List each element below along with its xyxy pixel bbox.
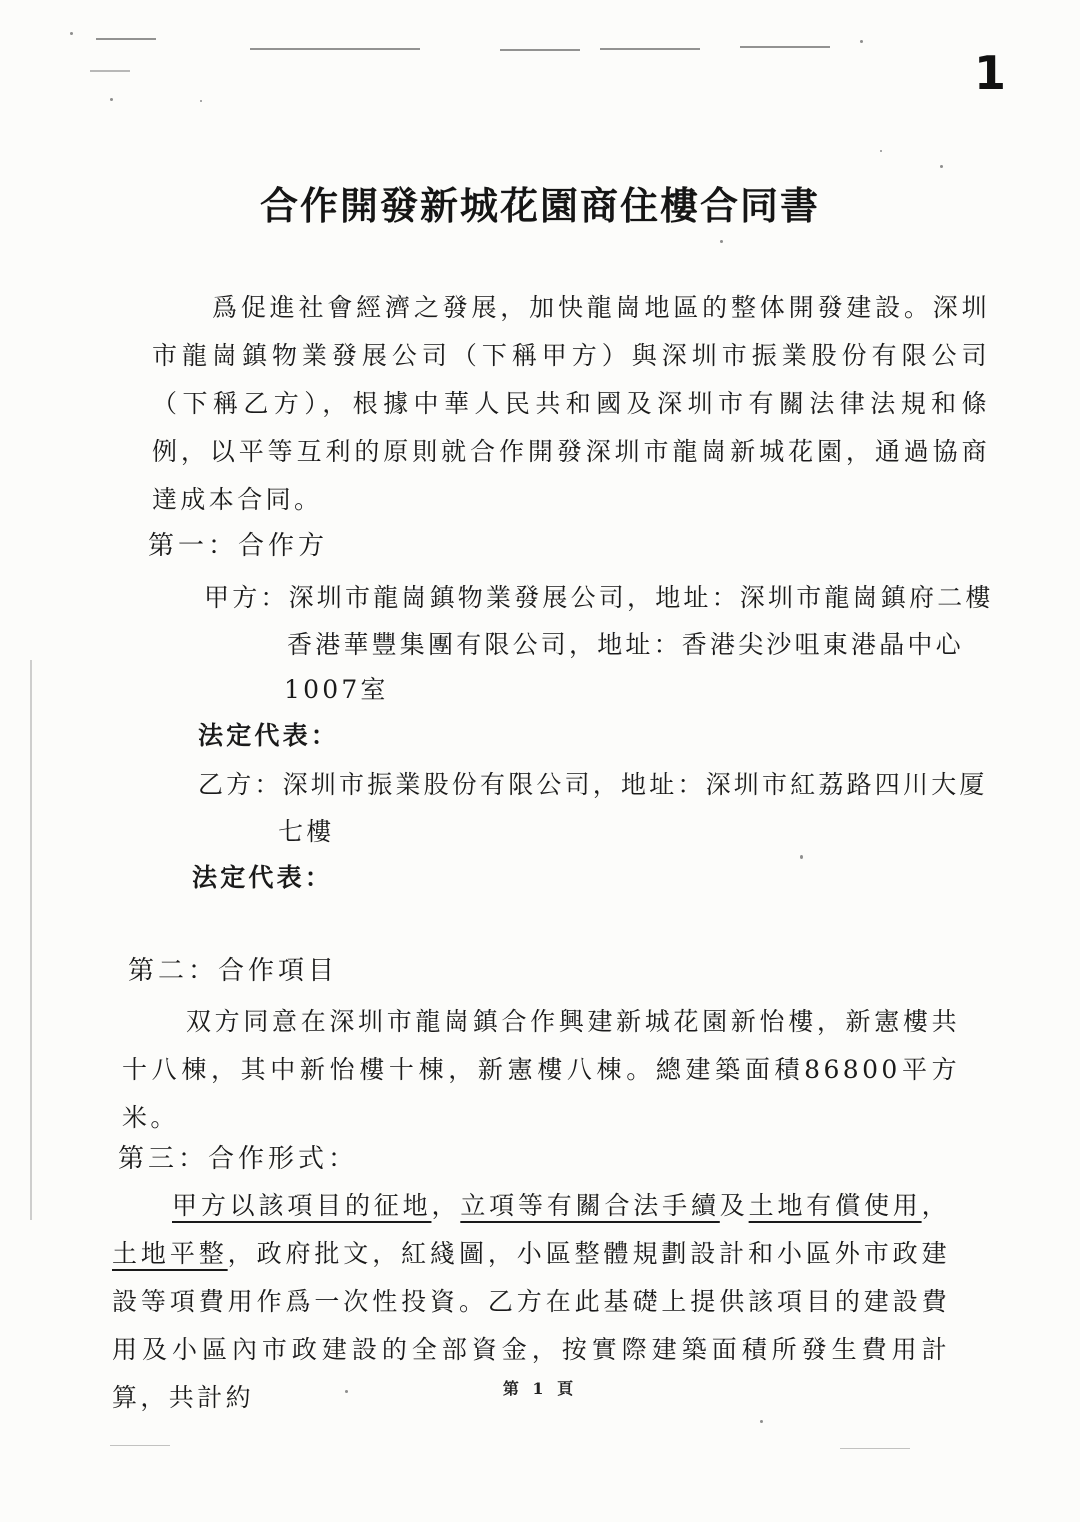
scan-edge bbox=[30, 660, 32, 1220]
scan-mark bbox=[600, 48, 700, 50]
party-b-line-2: 七樓 bbox=[278, 817, 335, 846]
scan-speck bbox=[860, 40, 863, 43]
separator-text: ， bbox=[921, 1191, 951, 1220]
scan-speck bbox=[800, 855, 803, 859]
separator-text: ， bbox=[431, 1191, 461, 1220]
section-2-heading: 第二：合作項目 bbox=[128, 956, 339, 986]
section-1-heading: 第一：合作方 bbox=[148, 531, 329, 561]
party-b-line-1: 乙方：深圳市振業股份有限公司，地址：深圳市紅荔路四川大厦 bbox=[198, 770, 988, 799]
scan-speck bbox=[70, 32, 73, 35]
scan-mark bbox=[500, 49, 580, 51]
scan-speck bbox=[720, 240, 723, 243]
scan-mark bbox=[840, 1448, 910, 1449]
party-a-line-3: 1007室 bbox=[284, 675, 389, 704]
party-a-line-2: 香港華豐集團有限公司，地址：香港尖沙咀東港晶中心 bbox=[287, 630, 964, 659]
party-b-representative-label: 法定代表： bbox=[192, 863, 334, 892]
party-a-representative-label: 法定代表： bbox=[198, 721, 340, 750]
underlined-phrase: 甲方以該項目的征地 bbox=[172, 1191, 432, 1220]
scan-mark bbox=[90, 70, 130, 72]
scan-mark bbox=[250, 48, 420, 50]
document-title: 合作開發新城花園商住樓合同書 bbox=[259, 184, 820, 228]
separator-text: 及 bbox=[719, 1191, 749, 1220]
section-3-heading: 第三：合作形式： bbox=[118, 1144, 359, 1174]
underlined-phrase: 土地有償使用 bbox=[748, 1191, 922, 1220]
party-a-line-1: 甲方：深圳市龍崗鎮物業發展公司，地址：深圳市龍崗鎮府二樓 bbox=[204, 583, 994, 612]
scan-speck bbox=[940, 165, 943, 168]
underlined-phrase: 立項等有關合法手續 bbox=[460, 1191, 720, 1220]
scan-speck bbox=[200, 100, 202, 102]
section-2-body: 双方同意在深圳市龍崗鎮合作興建新城花園新怡樓，新憲樓共十八棟，其中新怡樓十棟，新憲樓八棟。總建築面積86800平方米。 bbox=[122, 1007, 960, 1132]
scan-mark bbox=[110, 1445, 170, 1446]
underlined-phrase: 土地平整 bbox=[112, 1239, 228, 1268]
section-3-body-text: ，政府批文，紅綫圖，小區整體規劃設計和小區外市政建設等項費用作爲一次性投資。乙方在此基礎上提供該項目的建設費用及小區內市政建設的全部資金，按實際建築面積所發生費用計算，共計約 bbox=[112, 1239, 950, 1412]
preamble-paragraph: 爲促進社會經濟之發展，加快龍崗地區的整体開發建設。深圳市龍崗鎮物業發展公司（下稱甲方）與深圳市振業股份有限公司（下稱乙方），根據中華人民共和國及深圳市有關法律法規和條例，以平等互利的原則就合作開發深圳市龍崗新城花園，通過協商達成本合同。 bbox=[152, 293, 990, 514]
scan-mark bbox=[740, 46, 830, 48]
scan-speck bbox=[880, 150, 882, 152]
page-footer: 第 1 頁 bbox=[502, 1379, 578, 1398]
page-number-mark: 1 bbox=[973, 46, 1006, 100]
scan-mark bbox=[96, 38, 156, 40]
scan-speck bbox=[110, 98, 113, 101]
